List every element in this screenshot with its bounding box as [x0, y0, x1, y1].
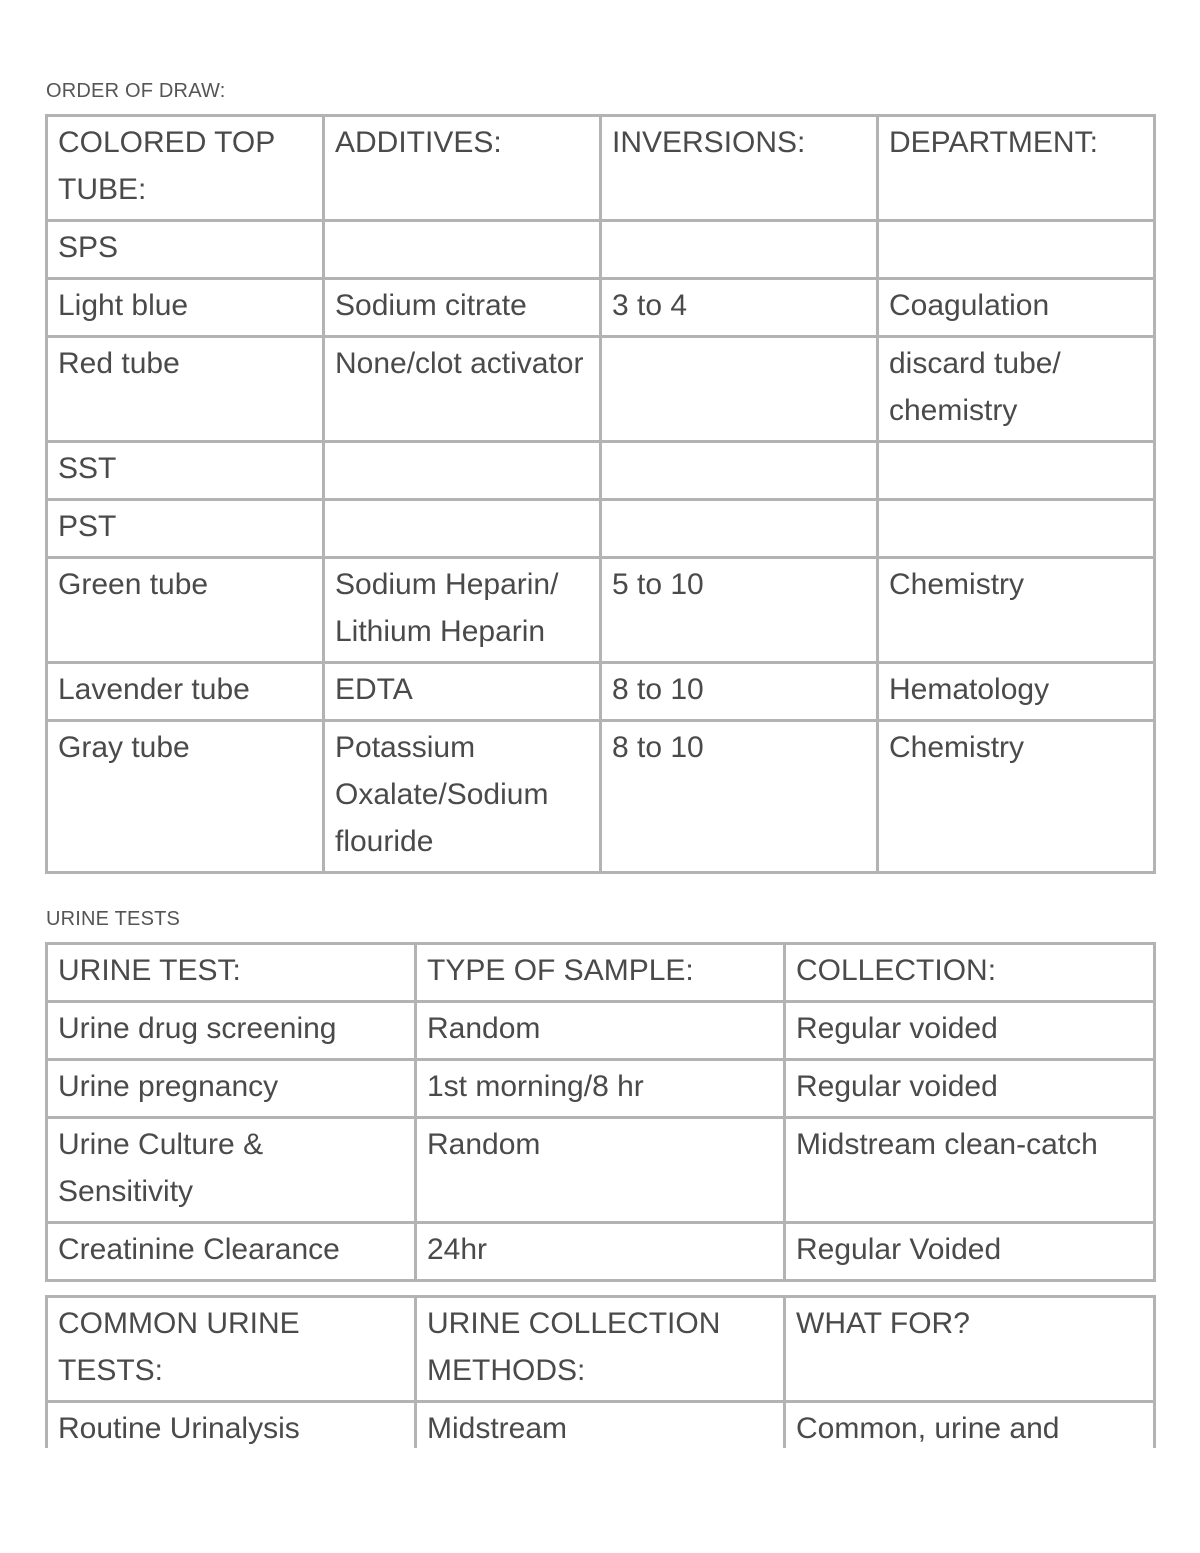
- table-cell: 1st morning/8 hr: [416, 1060, 785, 1118]
- table-header-row: [47, 944, 1155, 1002]
- table-cell: Random: [416, 1118, 785, 1223]
- table-row: [47, 442, 1155, 500]
- table-cell: Midstream: [416, 1402, 785, 1453]
- table-row: [47, 1402, 1155, 1453]
- header-cell: URINE TEST:: [47, 944, 416, 1002]
- table-row: [47, 721, 1155, 873]
- table-row: [47, 337, 1155, 442]
- table-cell: Gray tube: [47, 721, 324, 873]
- table-header-row: [47, 116, 1155, 221]
- order-of-draw-title: ORDER OF DRAW:: [46, 80, 226, 102]
- table-cell: [324, 500, 601, 558]
- table-cell: 5 to 10: [601, 558, 878, 663]
- table-row: [47, 558, 1155, 663]
- header-cell: DEPARTMENT:: [878, 116, 1155, 221]
- table-cell: Green tube: [47, 558, 324, 663]
- table-cell: Red tube: [47, 337, 324, 442]
- table-row: [47, 1223, 1155, 1281]
- table-cell: Chemistry: [878, 721, 1155, 873]
- header-cell: ADDITIVES:: [324, 116, 601, 221]
- table-row: [47, 221, 1155, 279]
- table-cell: 8 to 10: [601, 663, 878, 721]
- header-cell: TYPE OF SAMPLE:: [416, 944, 785, 1002]
- table-row: [47, 663, 1155, 721]
- urine-tests-table: [45, 942, 1156, 1282]
- table-cell: [878, 221, 1155, 279]
- table-cell: None/clot activator: [324, 337, 601, 442]
- urine-tests-title: URINE TESTS: [46, 908, 181, 930]
- header-cell: WHAT FOR?: [785, 1297, 1155, 1402]
- table-cell: Lavender tube: [47, 663, 324, 721]
- table-row: [47, 279, 1155, 337]
- table-cell: Creatinine Clearance: [47, 1223, 416, 1281]
- table-cell: PST: [47, 500, 324, 558]
- table-cell: [324, 221, 601, 279]
- table-cell: Midstream clean-catch: [785, 1118, 1155, 1223]
- table-cell: [601, 500, 878, 558]
- table-cell: Regular Voided: [785, 1223, 1155, 1281]
- table-cell: Common, urine and: [785, 1402, 1155, 1453]
- table-cell: Urine drug screening: [47, 1002, 416, 1060]
- table-row: [47, 500, 1155, 558]
- table-cell: [878, 500, 1155, 558]
- table-header-row: [47, 1297, 1155, 1402]
- table-cell: Urine pregnancy: [47, 1060, 416, 1118]
- table-cell: Coagulation: [878, 279, 1155, 337]
- table-cell: [601, 337, 878, 442]
- table-cell: Sodium citrate: [324, 279, 601, 337]
- table-cell: Regular voided: [785, 1002, 1155, 1060]
- header-cell: URINE COLLECTION METHODS:: [416, 1297, 785, 1402]
- table-cell: 8 to 10: [601, 721, 878, 873]
- table-cell: Light blue: [47, 279, 324, 337]
- header-cell: INVERSIONS:: [601, 116, 878, 221]
- table-row: [47, 1002, 1155, 1060]
- common-urine-tests-table: [45, 1295, 1156, 1452]
- table-cell: Routine Urinalysis: [47, 1402, 416, 1453]
- table-row: [47, 1118, 1155, 1223]
- table-cell: 24hr: [416, 1223, 785, 1281]
- order-of-draw-table: [45, 114, 1156, 874]
- header-cell: COLLECTION:: [785, 944, 1155, 1002]
- table-cell: [878, 442, 1155, 500]
- table-cell: Potassium Oxalate/Sodium flouride: [324, 721, 601, 873]
- table-cell: Sodium Heparin/ Lithium Heparin: [324, 558, 601, 663]
- table-cell: SST: [47, 442, 324, 500]
- table-cell: SPS: [47, 221, 324, 279]
- table-cell: discard tube/ chemistry: [878, 337, 1155, 442]
- table-cell: [601, 442, 878, 500]
- header-cell: COMMON URINE TESTS:: [47, 1297, 416, 1402]
- page-bottom-margin: [0, 1448, 1200, 1553]
- table-cell: 3 to 4: [601, 279, 878, 337]
- header-cell: COLORED TOP TUBE:: [47, 116, 324, 221]
- table-cell: Chemistry: [878, 558, 1155, 663]
- table-cell: [324, 442, 601, 500]
- table-row: [47, 1060, 1155, 1118]
- table-cell: [601, 221, 878, 279]
- table-cell: Urine Culture & Sensitivity: [47, 1118, 416, 1223]
- table-cell: Hematology: [878, 663, 1155, 721]
- table-cell: Random: [416, 1002, 785, 1060]
- table-cell: Regular voided: [785, 1060, 1155, 1118]
- table-cell: EDTA: [324, 663, 601, 721]
